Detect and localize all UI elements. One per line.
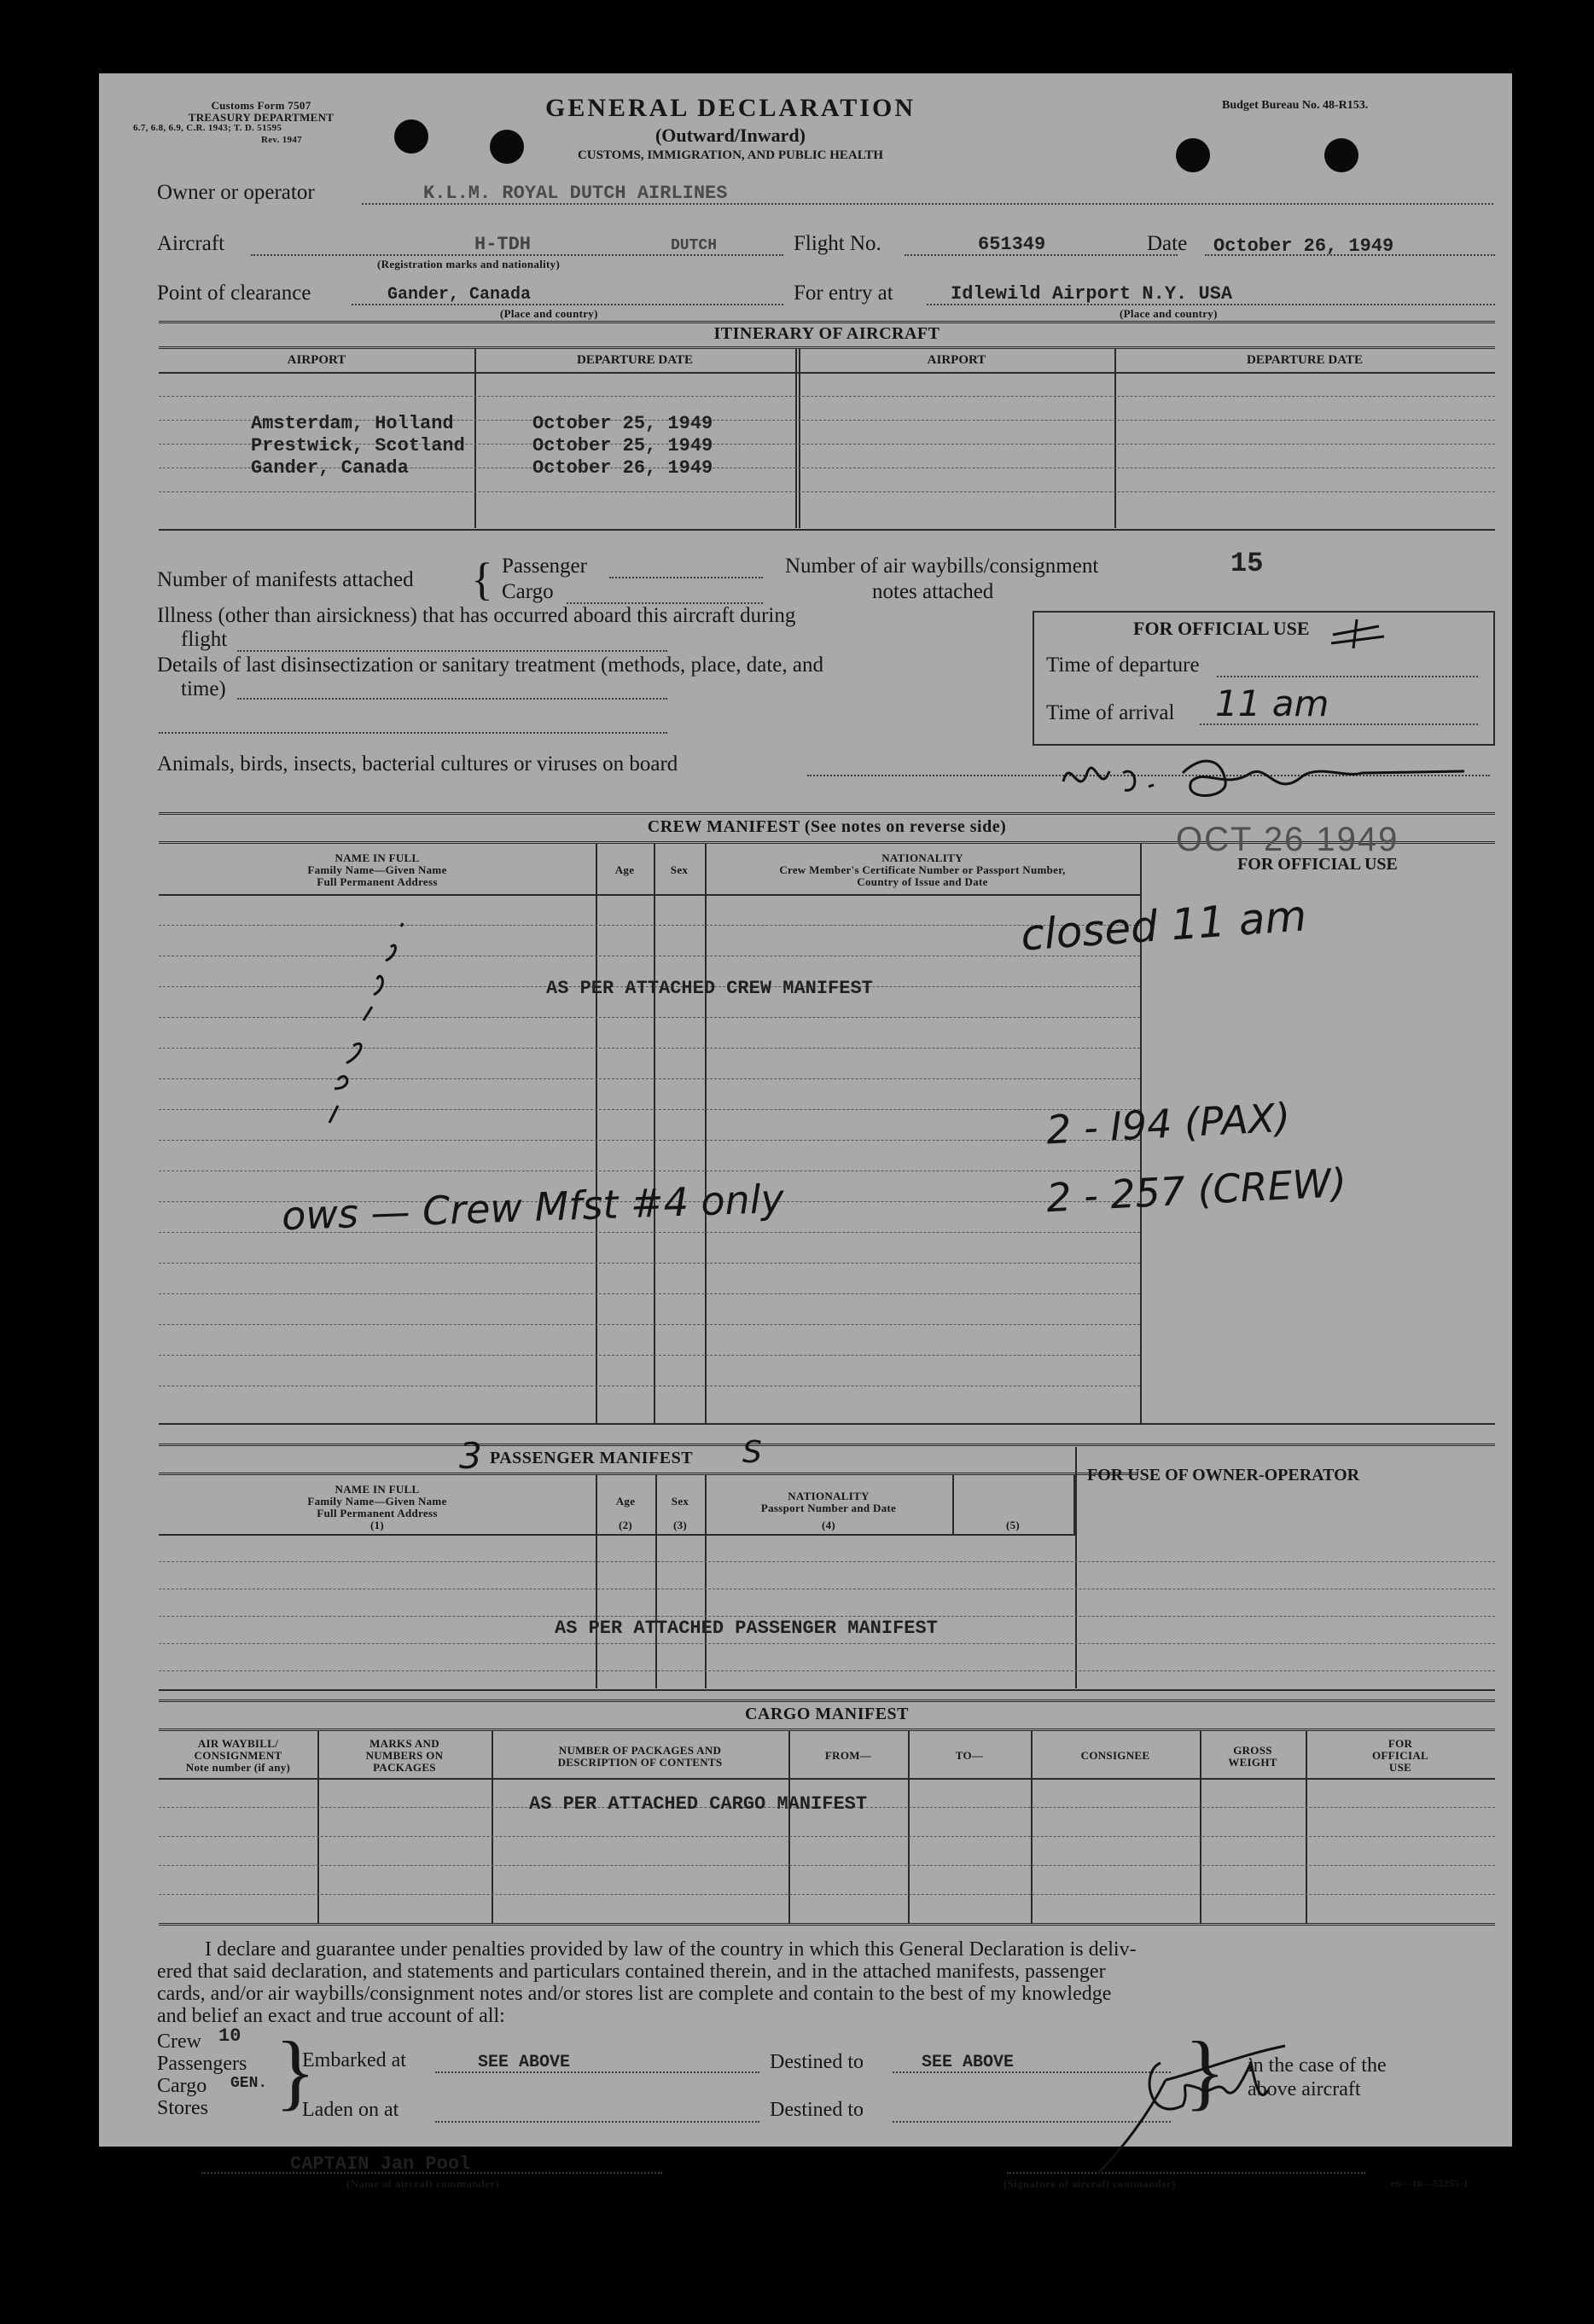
passenger-col-num-4: (4) <box>821 1519 836 1531</box>
cargo-col-note-number: Note number (if any) <box>185 1761 291 1774</box>
itinerary-col-departure-2: DEPARTURE DATE <box>1246 353 1363 367</box>
passenger-hand-suffix: S <box>742 1435 762 1470</box>
crew-col-nationality: NATIONALITY <box>881 851 963 864</box>
cargo-manifest-title: CARGO MANIFEST <box>744 1705 909 1723</box>
declaration-line-2: ered that said declaration, and statements and particulars contained therein, and in the attached manifests, passenger <box>157 1961 1106 1983</box>
case-line-2: above aircraft <box>1248 2078 1361 2100</box>
i94-pax-note: 2 - I94 (PAX) <box>1044 1094 1292 1153</box>
manifests-brace: { <box>471 554 493 605</box>
passenger-typed-note: AS PER ATTACHED PASSENGER MANIFEST <box>555 1618 938 1639</box>
manifests-label: Number of manifests attached <box>157 568 414 591</box>
cargo-col-weight: WEIGHT <box>1228 1756 1277 1769</box>
cargo-col-from: FROM— <box>824 1749 872 1762</box>
general-declaration-form <box>99 73 1512 2190</box>
case-brace: } <box>1184 2024 1225 2118</box>
passenger-col-name: NAME IN FULL <box>335 1483 420 1496</box>
passenger-col-num-3: (3) <box>672 1519 688 1531</box>
passenger-manifest-title: PASSENGER MANIFEST <box>490 1449 694 1467</box>
budget-bureau: Budget Bureau No. 48-R153. <box>1222 99 1369 112</box>
passenger-col-address: Full Permanent Address <box>317 1507 438 1519</box>
passenger-col-nationality: NATIONALITY <box>788 1490 870 1502</box>
itinerary-col-departure: DEPARTURE DATE <box>576 353 693 367</box>
itinerary-title: ITINERARY OF AIRCRAFT <box>713 324 940 343</box>
crew-count: 10 <box>218 2025 241 2047</box>
form-agencies: CUSTOMS, IMMIGRATION, AND PUBLIC HEALTH <box>577 148 884 162</box>
clearance-label: Point of clearance <box>157 282 311 305</box>
passenger-hand-prefix: 3 <box>459 1435 482 1477</box>
passengers-label: Passengers <box>157 2053 247 2075</box>
form-refs: 6.7, 6.8, 6.9, C.R. 1943; T. D. 51595 <box>133 123 282 133</box>
entry-value: Idlewild Airport N.Y. USA <box>951 283 1233 305</box>
crew-manifest-title: CREW MANIFEST (See notes on reverse side) <box>647 817 1007 836</box>
official-use-title: FOR OFFICIAL USE <box>1133 618 1310 639</box>
passenger-col-name-sub: Family Name—Given Name <box>307 1495 447 1508</box>
crew-col-age: Age <box>614 863 635 876</box>
cargo-count-label: Cargo <box>502 580 554 603</box>
inspector-signature <box>1055 747 1490 807</box>
owner-label: Owner or operator <box>157 181 315 204</box>
itinerary-airport-1: Amsterdam, Holland <box>251 413 454 434</box>
cargo-col-for: FOR <box>1387 1737 1413 1750</box>
illness-label-2: flight <box>181 628 228 651</box>
cargo-label: Cargo <box>157 2075 207 2097</box>
commander-signature <box>1072 2024 1345 2182</box>
aircraft-nationality: DUTCH <box>671 237 718 254</box>
crew-col-name-sub: Family Name—Given Name <box>307 863 447 876</box>
passenger-col-num-1: (1) <box>369 1519 385 1531</box>
crew-typed-note: AS PER ATTACHED CREW MANIFEST <box>546 978 873 999</box>
punch-hole <box>1324 138 1358 172</box>
itinerary-col-airport: AIRPORT <box>287 353 346 367</box>
form-number: Customs Form 7507 <box>211 99 311 112</box>
entry-caption: (Place and country) <box>1120 307 1218 320</box>
print-code: e6—16—52255-1 <box>1391 2177 1469 2189</box>
itinerary-date-2: October 25, 1949 <box>532 435 713 456</box>
itinerary-airport-3: Gander, Canada <box>251 457 409 479</box>
embarked-label: Embarked at <box>302 2049 406 2071</box>
declaration-line-4: and belief an exact and true account of all: <box>157 2005 505 2027</box>
cargo-col-number-packages: NUMBER OF PACKAGES AND <box>558 1744 722 1757</box>
declaration-line-1: I declare and guarantee under penalties provided by law of the country in which this General Declaration is deliv- <box>205 1938 1137 1961</box>
departure-time-label: Time of departure <box>1046 654 1200 677</box>
handwritten-margin-note <box>312 918 415 1140</box>
owner-value: K.L.M. ROYAL DUTCH AIRLINES <box>423 183 728 204</box>
passenger-col-num-5: (5) <box>1005 1519 1021 1531</box>
crew-257-note: 2 - 257 (CREW) <box>1044 1159 1348 1222</box>
crew-col-issue: Country of Issue and Date <box>857 875 988 888</box>
declaration-line-3: cards, and/or air waybills/consignment notes and/or stores list are complete and contain to the best of my knowledge <box>157 1983 1112 2005</box>
passenger-col-sex: Sex <box>671 1495 689 1508</box>
itinerary-col-airport-2: AIRPORT <box>927 353 986 367</box>
aircraft-registration: H-TDH <box>474 234 532 255</box>
cargo-col-to: TO— <box>955 1749 984 1762</box>
embarked-value: SEE ABOVE <box>478 2053 571 2072</box>
cargo-type: GEN. <box>230 2075 268 2092</box>
commander-caption: (Name of aircraft commander) <box>346 2177 499 2190</box>
cargo-col-use: USE <box>1388 1761 1412 1774</box>
illness-label: Illness (other than airsickness) that has occurred aboard this aircraft during <box>157 604 796 627</box>
form-subtitle: (Outward/Inward) <box>654 125 806 146</box>
clearance-caption: (Place and country) <box>500 307 598 320</box>
arrival-time-label: Time of arrival <box>1046 701 1175 724</box>
entry-label: For entry at <box>794 282 893 305</box>
passenger-col-num-2: (2) <box>618 1519 633 1531</box>
itinerary-date-1: October 25, 1949 <box>532 413 713 434</box>
cargo-col-gross: GROSS <box>1233 1744 1272 1757</box>
stores-label: Stores <box>157 2097 208 2119</box>
destined-label: Destined to <box>770 2051 864 2073</box>
crew-col-address: Full Permanent Address <box>317 875 438 888</box>
crew-col-official: FOR OFFICIAL USE <box>1237 855 1398 874</box>
form-title: GENERAL DECLARATION <box>544 94 916 122</box>
cargo-col-waybill: AIR WAYBILL/ <box>197 1737 279 1750</box>
arrival-time-value: 11 am <box>1215 683 1329 724</box>
passenger-col-passport: Passport Number and Date <box>760 1502 897 1514</box>
date-value: October 26, 1949 <box>1213 235 1394 257</box>
commander-name: CAPTAIN Jan Pool <box>290 2153 471 2175</box>
cargo-col-consignee: CONSIGNEE <box>1080 1749 1150 1762</box>
flight-number: 651349 <box>978 234 1046 255</box>
disinsect-label-2: time) <box>181 677 226 700</box>
crew-label: Crew <box>157 2031 201 2053</box>
disinsect-label: Details of last disinsectization or sanitary treatment (methods, place, date, and <box>157 654 823 677</box>
destined-value: SEE ABOVE <box>922 2053 1015 2072</box>
form-revision: Rev. 1947 <box>261 135 302 145</box>
crew-col-certificate: Crew Member's Certificate Number or Passport Number, <box>779 863 1066 876</box>
itinerary-date-3: October 26, 1949 <box>532 457 713 479</box>
cargo-col-official: OFFICIAL <box>1372 1749 1428 1762</box>
date-stamp: OCT 26 1949 <box>1176 821 1399 858</box>
animals-label: Animals, birds, insects, bacterial cultures or viruses on board <box>157 752 678 776</box>
crew-mfst-note: ows — Crew Mfst #4 only <box>281 1175 785 1240</box>
waybills-value: 15 <box>1230 548 1264 579</box>
passenger-col-age: Age <box>615 1495 636 1508</box>
owner-operator-use: FOR USE OF OWNER-OPERATOR <box>1087 1466 1360 1484</box>
punch-hole <box>394 119 428 154</box>
passenger-count-label: Passenger <box>502 555 587 578</box>
waybills-label: Number of air waybills/consignment <box>785 555 1099 578</box>
aircraft-caption: (Registration marks and nationality) <box>377 258 561 270</box>
flight-label: Flight No. <box>794 232 881 255</box>
itinerary-airport-2: Prestwick, Scotland <box>251 435 465 456</box>
cargo-col-marks: MARKS AND <box>369 1737 439 1750</box>
strikeout-mark <box>1328 611 1396 654</box>
destined-label-2: Destined to <box>770 2099 864 2121</box>
aircraft-label: Aircraft <box>157 232 225 255</box>
crew-col-sex: Sex <box>670 863 689 876</box>
cargo-col-consignment: CONSIGNMENT <box>194 1749 282 1762</box>
cargo-typed-note: AS PER ATTACHED CARGO MANIFEST <box>529 1793 868 1815</box>
crew-col-name: NAME IN FULL <box>335 851 420 864</box>
date-label: Date <box>1147 232 1188 255</box>
waybills-label-2: notes attached <box>872 580 994 603</box>
cargo-col-packages: PACKAGES <box>373 1761 436 1774</box>
punch-hole <box>1176 138 1210 172</box>
cargo-col-description: DESCRIPTION OF CONTENTS <box>557 1756 723 1769</box>
case-line-1: in the case of the <box>1248 2054 1387 2077</box>
laden-label: Laden on at <box>302 2099 399 2121</box>
department: TREASURY DEPARTMENT <box>188 111 335 124</box>
declaration-brace: } <box>275 2024 316 2118</box>
clearance-value: Gander, Canada <box>387 285 532 305</box>
closed-note: closed 11 am <box>1019 891 1308 961</box>
signature-caption: (Signature of aircraft commander) <box>1004 2177 1176 2190</box>
cargo-col-numbers: NUMBERS ON <box>365 1749 444 1762</box>
